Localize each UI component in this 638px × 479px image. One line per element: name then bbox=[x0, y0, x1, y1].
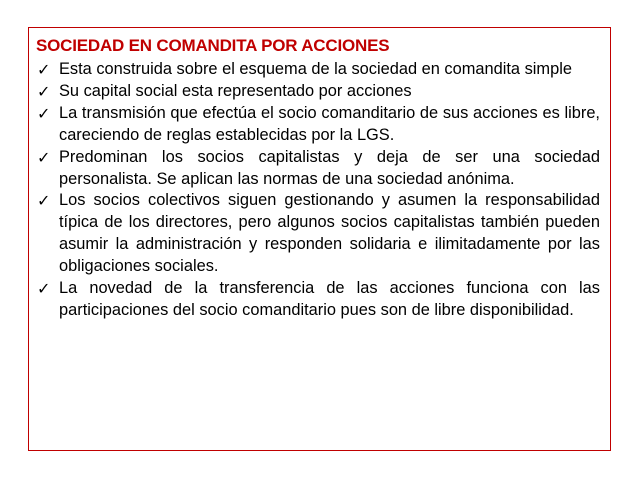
list-item bbox=[36, 147, 600, 191]
checkmark-icon: ✓ bbox=[37, 147, 51, 167]
checkmark-icon: ✓ bbox=[37, 103, 51, 123]
checkmark-icon: ✓ bbox=[37, 81, 51, 101]
list-item-text: Predominan los socios capitalistas y deja de ser una sociedad personalista. Se aplican las normas de una sociedad anónima. bbox=[59, 147, 600, 188]
list-item-text: La transmisión que efectúa el socio comanditario de sus acciones es libre, careciendo de reglas establecidas por la LGS. bbox=[59, 103, 600, 144]
list-item-text: La novedad de la transferencia de las acciones funciona con las participaciones del socio comanditario pues son de libre disponibilidad. bbox=[59, 279, 600, 319]
list-item bbox=[36, 59, 600, 81]
slide-title: SOCIEDAD EN COMANDITA POR ACCIONES bbox=[36, 36, 390, 55]
list-item bbox=[36, 103, 600, 147]
checkmark-icon: ✓ bbox=[37, 191, 51, 211]
list-item bbox=[36, 278, 600, 322]
checkmark-icon: ✓ bbox=[37, 60, 51, 79]
content-box bbox=[28, 27, 611, 451]
checkmark-icon: ✓ bbox=[37, 279, 51, 299]
list-item bbox=[36, 190, 600, 278]
bullet-list bbox=[36, 59, 600, 322]
list-item-text: Los socios colectivos siguen gestionando y asumen la responsabilidad típica de los directores, pero algunos socios capitalistas también pueden asumir la administración y responden solidaria e ilimitadamente por las obligaciones sociales. bbox=[59, 191, 600, 276]
list-item-text: Esta construida sobre el esquema de la sociedad en comandita simple bbox=[59, 60, 572, 78]
list-item bbox=[36, 81, 600, 103]
list-item-text: Su capital social esta representado por acciones bbox=[59, 81, 412, 100]
